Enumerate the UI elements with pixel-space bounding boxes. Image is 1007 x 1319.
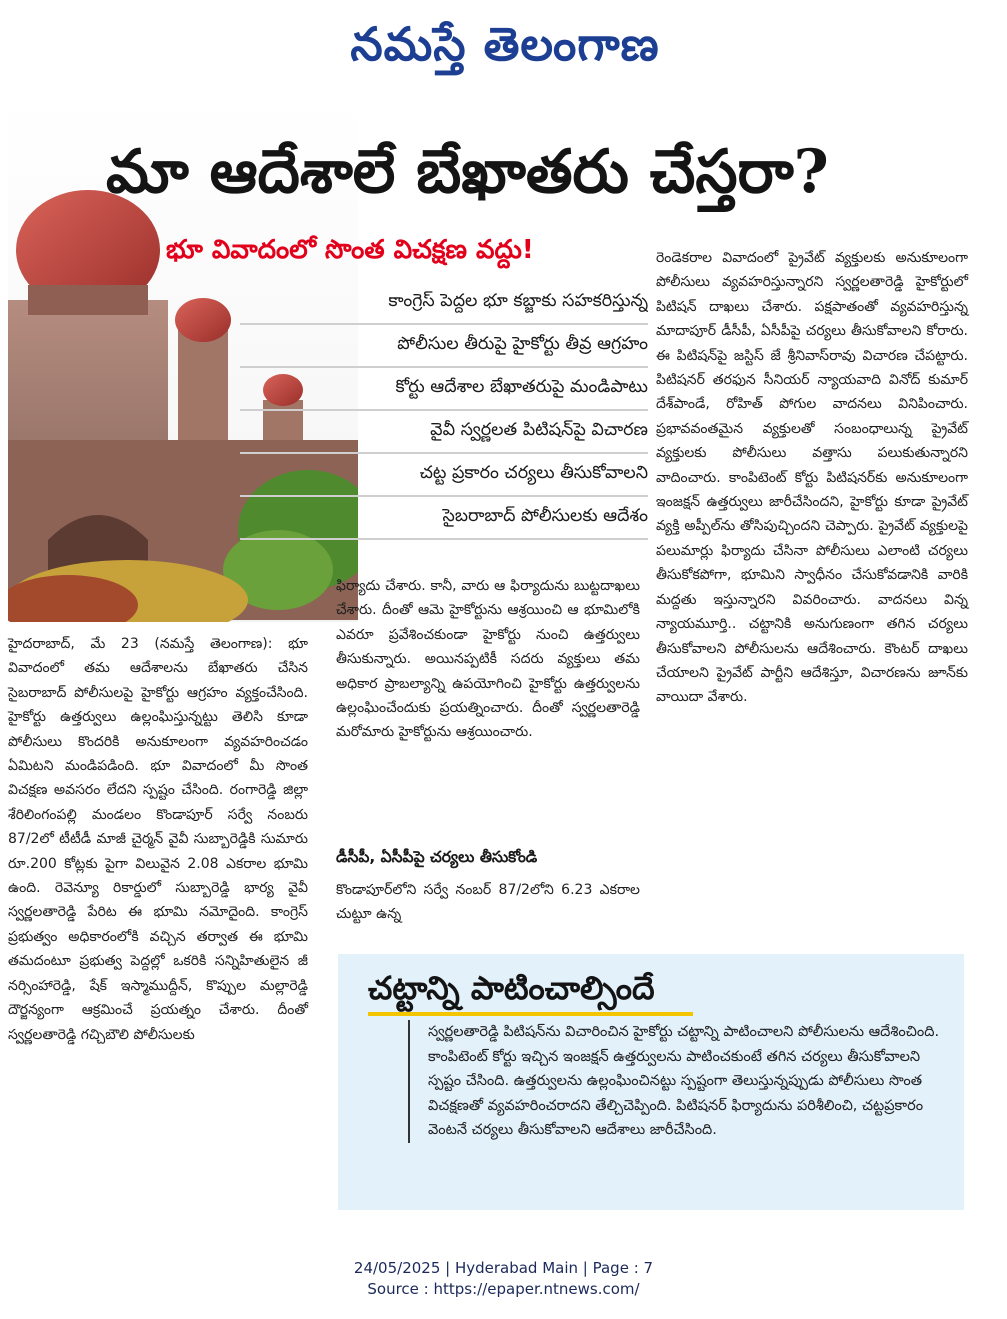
article-paragraph: కొండాపూర్‌లోని సర్వే నంబర్ 87/2లోని 6.23 ఎకరాల చుట్టూ ఉన్న xyxy=(336,882,640,923)
box-title-underline xyxy=(368,1012,693,1016)
article-decks xyxy=(240,282,648,540)
article-paragraph: హైదరాబాద్, మే 23 (నమస్తే తెలంగాణ): భూ వివాదంలో తమ ఆదేశాలను బేఖాతరు చేసిన సైబరాబాద్ పోలీసులపై హైకోర్టు ఆగ్రహం వ్యక్తంచేసింది. హైకోర్టు ఉత్తర్వులు ఉల్లంఘిస్తున్నట్టు తెలిసి కూడా పోలీసులు కొందరికి అనుకూలంగా వ్యవహరించడం ఏమిటని మండిపడింది. భూ వివాదంలో మీ సొంత విచక్షణ అవసరం లేదని స్పష్టం చేసింది. రంగారెడ్డి జిల్లా శేరిలింగంపల్లి మండలం కొండాపూర్ సర్వే నంబరు 87/2లో టీటీడీ మాజీ చైర్మన్ వైవీ సుబ్బారెడ్డికి సుమారు రూ.200 కోట్లకు పైగా విలువైన 2.08 ఎకరాల భూమి ఉంది. రెవెన్యూ రికార్డులో సుబ్బారెడ్డి భార్య వైవీ స్వర్ణలతారెడ్డి పేరిట ఈ భూమి నమోదైంది. కాంగ్రెస్ ప్రభుత్వం అధికారంలోకి వచ్చిన తర్వాత ఈ భూమి తమదంటూ ప్రభుత్వ పెద్దల్లో ఒకరికి సన్నిహితులైన జీ నర్సింహారెడ్డి, షేక్ ఇస్మాముద్దీన్, కొప్పుల మల్లారెడ్డి దౌర్జన్యంగా ఆక్రమించే ప్రయత్నం చేశారు. దీంతో స్వర్ణలతారెడ్డి గచ్చిబౌలి పోలీసులకు xyxy=(8,636,308,1043)
article-subheading: డీసీపీ, ఏసీపీపై చర్యలు తీసుకోండి xyxy=(336,848,538,866)
article-column-left xyxy=(8,632,308,1047)
masthead-logo: నమస్తే తెలంగాణ xyxy=(350,17,660,71)
article-paragraph: రెండెకరాల వివాదంలో ప్రైవేట్ వ్యక్తులకు అనుకూలంగా పోలీసులు వ్యవహరిస్తున్నారని స్వర్ణలతారెడ్డి హైకోర్టులో పిటిషన్ దాఖలు చేశారు. పక్షపాతంతో వ్యవహరిస్తున్న మాదాపూర్ డీసీపీ, ఏసీపీపై చర్యలు తీసుకోవాలని కోరారు. ఈ పిటిషన్‌పై జస్టిస్ జే శ్రీనివాస్‌రావు విచారణ చేపట్టారు. పిటిషనర్ తరఫున సీనియర్ న్యాయవాది వినోద్ కుమార్ దేశ్‌పాండే, రోహిత్ పోగుల వాదనలు వినిపించారు. ప్రభావవంతమైన వ్యక్తులతో సంబంధాలున్న ప్రైవేట్ వ్యక్తులకు పోలీసులు వత్తాసు పలుకుతున్నారని వాదించారు. కాంపిటెంట్ కోర్టు పిటిషనర్‌కు అనుకూలంగా ఇంజక్షన్ ఉత్తర్వులు జారీచేసిందని, హైకోర్టు కూడా ప్రైవేట్ వ్యక్తి అప్పీల్‌ను తోసిపుచ్చిందని చెప్పారు. ప్రైవేట్ వ్యక్తులపై పలుమార్లు ఫిర్యాదు చేసినా పోలీసులు ఎలాంటి చర్యలు తీసుకోకపోగా, భూమిని స్వాధీనం చేసుకోవడానికి వారికి మద్దతు ఇస్తున్నారని వివరించారు. వాదనలు విన్న న్యాయమూర్తి.. చట్టానికి అనుగుణంగా తగిన చర్యలు తీసుకోవాలని పోలీసులను ఆదేశించారు. కౌంటర్ దాఖలు చేయాలని ప్రైవేట్ పార్టీని ఆదేశిస్తూ, విచారణను జూన్‌కు వాయిదా వేశారు. xyxy=(656,250,968,706)
article-kicker: భూ వివాదంలో సొంత విచక్షణ వద్దు! xyxy=(166,235,534,265)
page-footer xyxy=(0,1258,1007,1300)
article-column-middle-continued xyxy=(336,878,640,927)
footer-source-link[interactable]: Source : https://epaper.ntnews.com/ xyxy=(367,1280,640,1298)
deck-line: సైబరాబాద్ పోలీసులకు ఆదేశం xyxy=(240,497,648,540)
footer-edition-info: 24/05/2025 | Hyderabad Main | Page : 7 xyxy=(353,1259,654,1277)
article-headline: మా ఆదేశాలే బేఖాతరు చేస్తరా? xyxy=(106,137,829,207)
article-paragraph: ఫిర్యాదు చేశారు. కానీ, వారు ఆ ఫిర్యాదును బుట్టదాఖలు చేశారు. దీంతో ఆమె హైకోర్టును ఆశ్రయించి ఆ భూమిలోకి ఎవరూ ప్రవేశించకుండా హైకోర్టు నుంచి ఉత్తర్వులు తీసుకున్నారు. అయినప్పటికీ సదరు వ్యక్తులు తమ అధికార ప్రాబల్యాన్ని ఉపయోగించి హైకోర్టు ఉత్తర్వులను ఉల్లంఘించేందుకు ప్రయత్నించారు. దీంతో స్వర్ణలతారెడ్డి మరోమారు హైకోర్టును ఆశ్రయించారు. xyxy=(336,578,640,741)
box-text: స్వర్ణలతారెడ్డి పిటిషన్‌ను విచారించిన హైకోర్టు చట్టాన్ని పాటించాలని పోలీసులను ఆదేశించింది. కాంపిటెంట్ కోర్టు ఇచ్చిన ఇంజక్షన్ ఉత్తర్వులను పాటించకుంటే తగిన చర్యలు తీసుకోవాలని స్పష్టం చేసింది. ఉత్తర్వులను ఉల్లంఘించినట్టు స్పష్టంగా తెలుస్తున్నప్పుడు పోలీసులు సొంత విచక్షణతో వ్యవహరించరాదని తేల్చిచెప్పింది. పిటిషనర్ ఫిర్యాదును పరిశీలించి, చట్టప్రకారం వెంటనే చర్యలు తీసుకోవాలని ఆదేశాలు జారీచేసింది. xyxy=(408,1020,948,1143)
deck-line: వైవీ స్వర్ణలత పిటిషన్‌పై విచారణ xyxy=(240,411,648,454)
deck-line: చట్ట ప్రకారం చర్యలు తీసుకోవాలని xyxy=(240,454,648,497)
sidebar-box xyxy=(338,954,964,1210)
article-column-right xyxy=(656,246,968,710)
article-column-middle xyxy=(336,574,640,745)
box-title: చట్టాన్ని పాటించాల్సిందే xyxy=(368,969,655,1007)
deck-line: కోర్టు ఆదేశాల బేఖాతరుపై మండిపాటు xyxy=(240,368,648,411)
deck-line: కాంగ్రెస్ పెద్దల భూ కబ్జాకు సహకరిస్తున్న xyxy=(240,282,648,325)
deck-line: పోలీసుల తీరుపై హైకోర్టు తీవ్ర ఆగ్రహం xyxy=(240,325,648,368)
